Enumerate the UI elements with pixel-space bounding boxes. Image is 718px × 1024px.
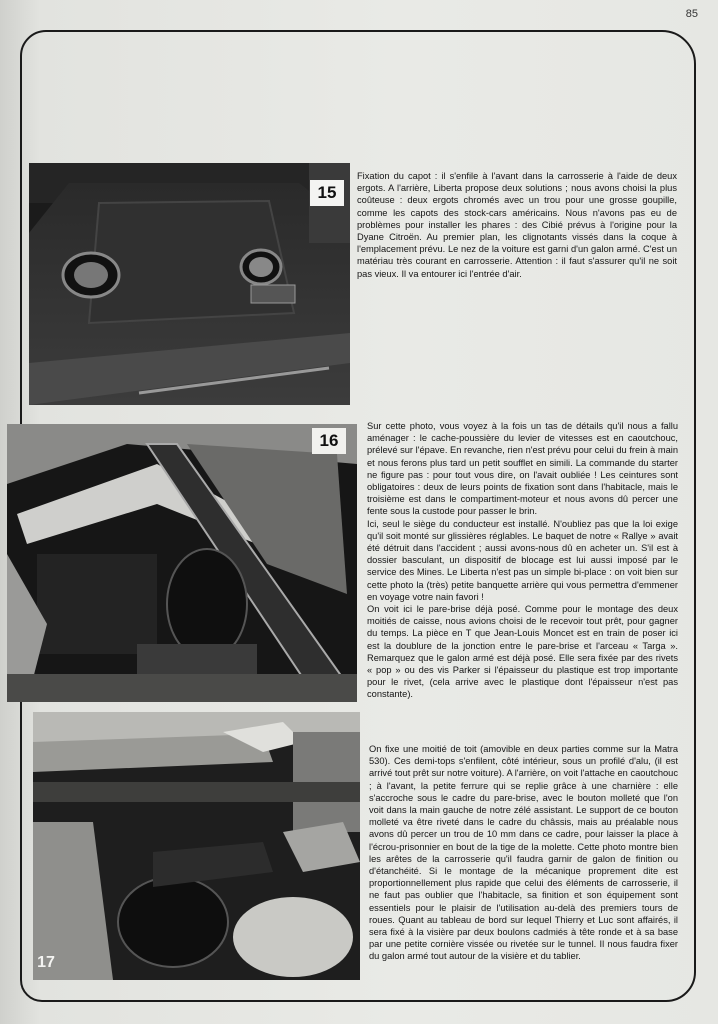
caption-15-text: Fixation du capot : il s'enfile à l'avant dans la carrosserie à l'aide de deux ergots. A l'arrière, Liberta propose deux solutions ; nous avons choisi la plus coûteuse : deux ergots chromés avec un trou pour une grosse goupille, comme les capots des stock-cars américains. Nous n'avons pas eu de problèmes pour installer les phares : des Cibié prévus à l'origine pour la Dyane Citroën. Au premier plan, les clignotants vissés dans la coque à l'emplacement prévu. Le nez de la voiture est garni d'un galon armé. C'est un matériau très courant en carrosserie. Attention : il faut s'assurer qu'il ne soit pas vieux. Il va entourer ici l'entrée d'air. — [357, 171, 677, 279]
caption-16-paragraph-1: Sur cette photo, vous voyez à la fois un tas de détails qu'il nous a fallu aménager : le cache-poussière du levier de vitesses est en caoutchouc, prélevé sur l'épave. En revanche, rien n'est prévu pour celui du frein à main et nous ferons plus tard un petit soufflet en simili. La commande du starter ne figure pas : pour tout vous dire, on l'avait oubliée ! Les ceintures sont obligatoires : deux de leurs points de fixation sont dans l'habitacle, mais le troisième est dans le compartiment-moteur et nous avons dû percer une fente sous la custode pour passer le brin. — [367, 421, 678, 517]
figure-15-number: 15 — [310, 180, 344, 206]
photo-15-image — [29, 163, 350, 405]
photo-15 — [29, 163, 350, 405]
caption-16-paragraph-3: On voit ici le pare-brise déjà posé. Comme pour le montage des deux moitiés de caisse, nous avions choisi de le recevoir tout prêt, pour gagner du temps. La pièce en T que Jean-Louis Moncet est en train de poser ici est la doublure de la jonction entre le pare-brise et l'arceau « Targa ». Remarquez que le galon armé est déjà posé. Elle sera fixée par des rivets « pop » ou des vis Parker si l'épaisseur du plastique est trop importante pour le rivet, (cela arrive avec le plastique dont l'épaisseur n'est pas constante). — [367, 604, 678, 700]
photo-17-image — [33, 712, 360, 980]
caption-16-paragraph-2: Ici, seul le siège du conducteur est installé. N'oubliez pas que la loi exige qu'il soit monté sur glissières réglables. Le baquet de notre « Rallye » avait été détruit dans l'accident ; aussi avons-nous dû en acheter un. S'il est à dossier basculant, un dispositif de blocage est lui aussi imposé par le service des Mines. Le Liberta n'est pas un simple bi-place : on voit bien sur cette photo la (très) petite banquette arrière qui vous permettra d'emmener en voyage votre nain favori ! — [367, 518, 678, 602]
figure-15-caption — [357, 170, 677, 280]
photo-17 — [33, 712, 360, 980]
figure-17-number: 17 — [37, 954, 55, 971]
figure-16-caption — [367, 420, 678, 701]
photo-16 — [7, 424, 357, 702]
figure-16-number: 16 — [312, 428, 346, 454]
page-number: 85 — [685, 8, 698, 20]
figure-17-caption — [369, 743, 678, 963]
photo-16-image — [7, 424, 357, 702]
caption-17-text: On fixe une moitié de toit (amovible en deux parties comme sur la Matra 530). Ces demi-tops s'enfilent, côté intérieur, sous un profilé d'alu, (il est arrivé tout prêt sur notre voiture). A l'arrière, on voit l'attache en caoutchouc ; à l'avant, la petite ferrure qui se replie grâce à une charnière : elle s'accroche sous le cadre du pare-brise, avec le bouton molleté que l'on voit dans la main gauche de notre zélé assistant. Le support de ce bouton molleté va être riveté dans le cadre du châssis, mais au préalable nous avons dû percer un trou de 10 mm dans ce cadre, pour laisser la place à l'écrou-prisonnier en bout de la tige de la molette. Cette photo montre bien les arêtes de la carrosserie qu'il faudra garnir de galon de finition ou d'étanchéité. Si le montage de la mécanique proprement dite est proportionnellement plus rapide que celui des éléments de carrosserie, il ne faut pas oublier que l'habitacle, sa finition et son équipement sont essentiels pour le plaisir de l'utilisation au-delà des premiers tours de roues. Quant au tableau de bord sur lequel Thierry et Luc sont affairés, il sera fixé à la visière par deux boulons cadmiés à tête ronde et à sa base par une petite cornière vissée ou rivetée sur le tunnel. Il nous faudra fixer du galon armé tout autour de la visière et du tablier. — [369, 744, 678, 962]
